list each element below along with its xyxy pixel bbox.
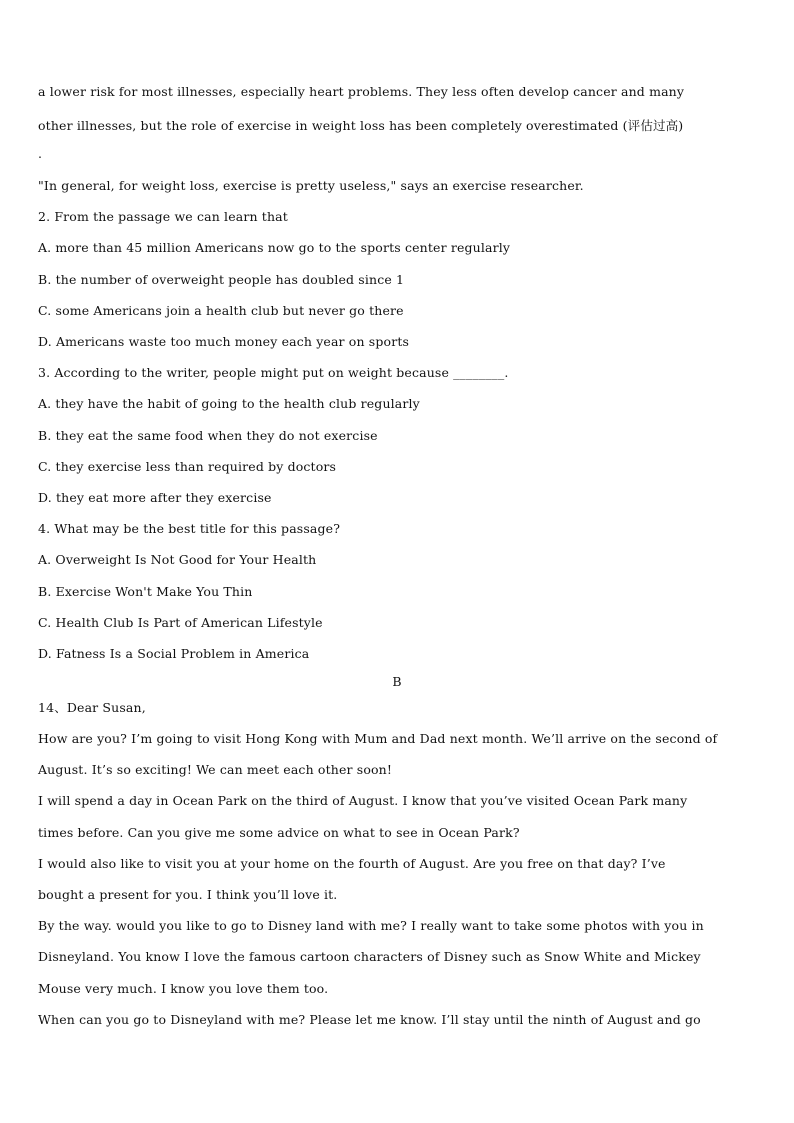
question-option: D. Fatness Is a Social Problem in America	[38, 646, 310, 661]
question-option: C. some Americans join a health club but never go there	[38, 303, 404, 318]
question-option: B. the number of overweight people has doubled since 1	[38, 272, 405, 287]
question-option: A. Overweight Is Not Good for Your Health	[38, 552, 317, 567]
passage-text-line: .	[38, 146, 43, 161]
letter-line: bought a present for you. I think you’ll love it.	[38, 887, 338, 902]
passage-text-line: other illnesses, but the role of exercise in weight loss has been completely overestimated (评估过高)	[38, 118, 684, 133]
question-option: C. Health Club Is Part of American Lifestyle	[38, 615, 323, 630]
letter-line: Mouse very much. I know you love them too.	[38, 981, 329, 996]
passage-quote: "In general, for weight loss, exercise is pretty useless," says an exercise researcher.	[38, 178, 584, 193]
question-stem: 2. From the passage we can learn that	[38, 209, 288, 224]
letter-line: When can you go to Disneyland with me? Please let me know. I’ll stay until the ninth of August and go	[38, 1012, 701, 1027]
letter-line: August. It’s so exciting! We can meet each other soon!	[38, 762, 393, 777]
section-heading: B	[392, 674, 402, 689]
question-stem: 3. According to the writer, people might put on weight because ________.	[38, 365, 509, 380]
letter-line: I would also like to visit you at your home on the fourth of August. Are you free on that day? I’ve	[38, 856, 666, 871]
letter-line: By the way. would you like to go to Disney land with me? I really want to take some photos with you in	[38, 918, 704, 933]
letter-line: How are you? I’m going to visit Hong Kong with Mum and Dad next month. We’ll arrive on the second of	[38, 731, 718, 746]
passage-text-line: a lower risk for most illnesses, especially heart problems. They less often develop cancer and many	[38, 84, 685, 99]
letter-line: Disneyland. You know I love the famous cartoon characters of Disney such as Snow White and Mickey	[38, 949, 701, 964]
letter-line: I will spend a day in Ocean Park on the third of August. I know that you’ve visited Ocean Park many	[38, 793, 688, 808]
question-option: D. Americans waste too much money each year on sports	[38, 334, 410, 349]
question-option: B. Exercise Won't Make You Thin	[38, 584, 253, 599]
question-option: A. more than 45 million Americans now go to the sports center regularly	[38, 240, 511, 255]
question-option: D. they eat more after they exercise	[38, 490, 272, 505]
question-option: B. they eat the same food when they do not exercise	[38, 428, 378, 443]
letter-line: times before. Can you give me some advice on what to see in Ocean Park?	[38, 825, 520, 840]
question-option: C. they exercise less than required by doctors	[38, 459, 337, 474]
question-option: A. they have the habit of going to the health club regularly	[38, 396, 420, 411]
question-stem: 4. What may be the best title for this passage?	[38, 521, 341, 536]
letter-salutation: 14、Dear Susan,	[38, 700, 146, 715]
